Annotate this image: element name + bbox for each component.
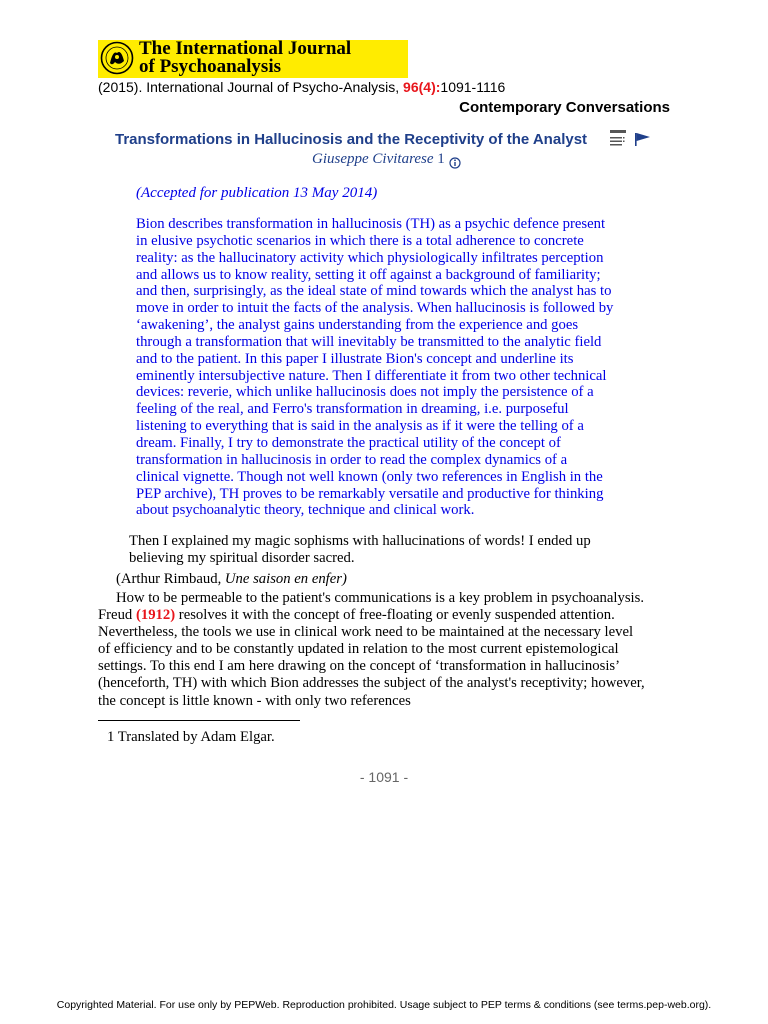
abstract-line: move in order to intuit the facts of the analysis. When hallucinosis is followed by [136,300,614,317]
epigraph [129,533,591,567]
info-icon[interactable] [449,157,461,169]
author-footnote-marker[interactable]: 1 [437,151,445,167]
abstract-line: devices: reverie, which unlike hallucinosis does not imply the persistence of a [136,384,594,401]
logo-title-line1: The International Journal [139,38,352,59]
accepted-date: (Accepted for publication 13 May 2014) [136,185,378,201]
abstract-line: clinical vignette. Though not well known (only two references in English in the [136,468,603,485]
body-line: Nevertheless, the tools we use in clinical work need to be maintained at the necessary level [98,624,634,641]
attribution-title: Une saison en enfer) [224,571,347,587]
page-number: - 1091 - [359,769,409,785]
abstract-line: Bion describes transformation in hallucinosis (TH) as a psychic defence present [136,216,606,232]
abstract-line: and then, surprisingly, as the ideal state of mind towards which the analyst has to [136,283,612,300]
copyright-notice: Copyrighted Material. For use only by PEPWeb. Reproduction prohibited. Usage subject to PEP terms & conditions (see terms.pep-web.org). [56,999,712,1011]
journal-emblem-icon [100,41,134,75]
citation-volume-link[interactable]: 96(4): [403,79,441,95]
body-line: of efficiency and to be constantly updated in relation to the most current epistemological [98,641,619,658]
footnote-divider [98,720,300,721]
author-name: Giuseppe Civitarese [312,151,434,167]
citation-pages: 1091-1116 [440,79,506,95]
flag-icon[interactable] [635,133,650,146]
body-line: (henceforth, TH) with which Bion addresses the subject of the analyst's receptivity; however, [98,675,645,692]
epigraph-line: believing my spiritual disorder sacred. [129,550,355,566]
abstract-line: through a transformation that will inevitably be transmitted to the analytic field [136,333,602,350]
article-author [312,151,445,168]
section-heading: Contemporary Conversations [459,99,670,116]
abstract-line: eminently intersubjective nature. Then I differentiate it from two other technical [136,367,607,384]
abstract-line: and allows us to know reality, setting it off against a background of familiarity; [136,266,601,283]
logo-title-line2: of Psychoanalysis [139,56,281,77]
abstract-line: ‘awakening’, the analyst gains understanding from the experience and goes [136,317,579,334]
footnote [107,729,275,746]
body-line: the concept is little known - with only two references [98,692,411,709]
abstract-line: reality: as the hallucinatory activity which physiologically infiltrates perception [136,249,604,266]
abstract-line: dream. Finally, I try to demonstrate the practical utility of the concept of [136,434,561,451]
epigraph-line: Then I explained my magic sophisms with hallucinations of words! I ended up [129,533,591,549]
attribution-prefix: (Arthur Rimbaud, [116,571,225,587]
body-line [98,607,678,624]
abstract-line: PEP archive), TH proves to be remarkably versatile and productive for thinking [136,485,604,502]
body-line: settings. To this end I am here drawing on the concept of ‘transformation in hallucinosis’ [98,658,621,675]
body-line: How to be permeable to the patient's communications is a key problem in psychoanalysis. [116,590,645,606]
reference-link-freud-1912[interactable]: (1912) [135,607,176,624]
citation-prefix: (2015). International Journal of Psycho-Analysis, [98,79,404,95]
abstract-line: listening to everything that is said in the analysis as if it were the telling of a [136,418,584,435]
abstract-line: about psychoanalytic theory, technique and clinical work. [136,502,475,519]
journal-logo[interactable] [98,40,408,78]
related-icon[interactable] [610,130,626,146]
body-text [98,590,678,710]
citation-line [98,79,505,95]
title-icons [608,130,654,148]
abstract [136,216,656,519]
body-text-fragment: resolves it with the concept of free-floating or evenly suspended attention. [175,607,615,624]
footnote-text: Translated by Adam Elgar. [117,729,275,745]
abstract-line: transformation in hallucinosis in order to read the complex dynamics of a [136,451,568,468]
footnote-number: 1 [107,729,115,745]
epigraph-attribution [116,571,347,588]
abstract-line: in elusive psychotic scenarios in which there is a total adherence to concrete [136,232,584,249]
abstract-line: and to the patient. In this paper I illustrate Bion's concept and underline its [136,350,574,367]
abstract-line: feeling of the real, and Ferro's transformation in dreaming, i.e. purposeful [136,401,569,418]
article-title: Transformations in Hallucinosis and the Receptivity of the Analyst [115,131,588,148]
body-text-fragment: Freud [98,607,136,624]
